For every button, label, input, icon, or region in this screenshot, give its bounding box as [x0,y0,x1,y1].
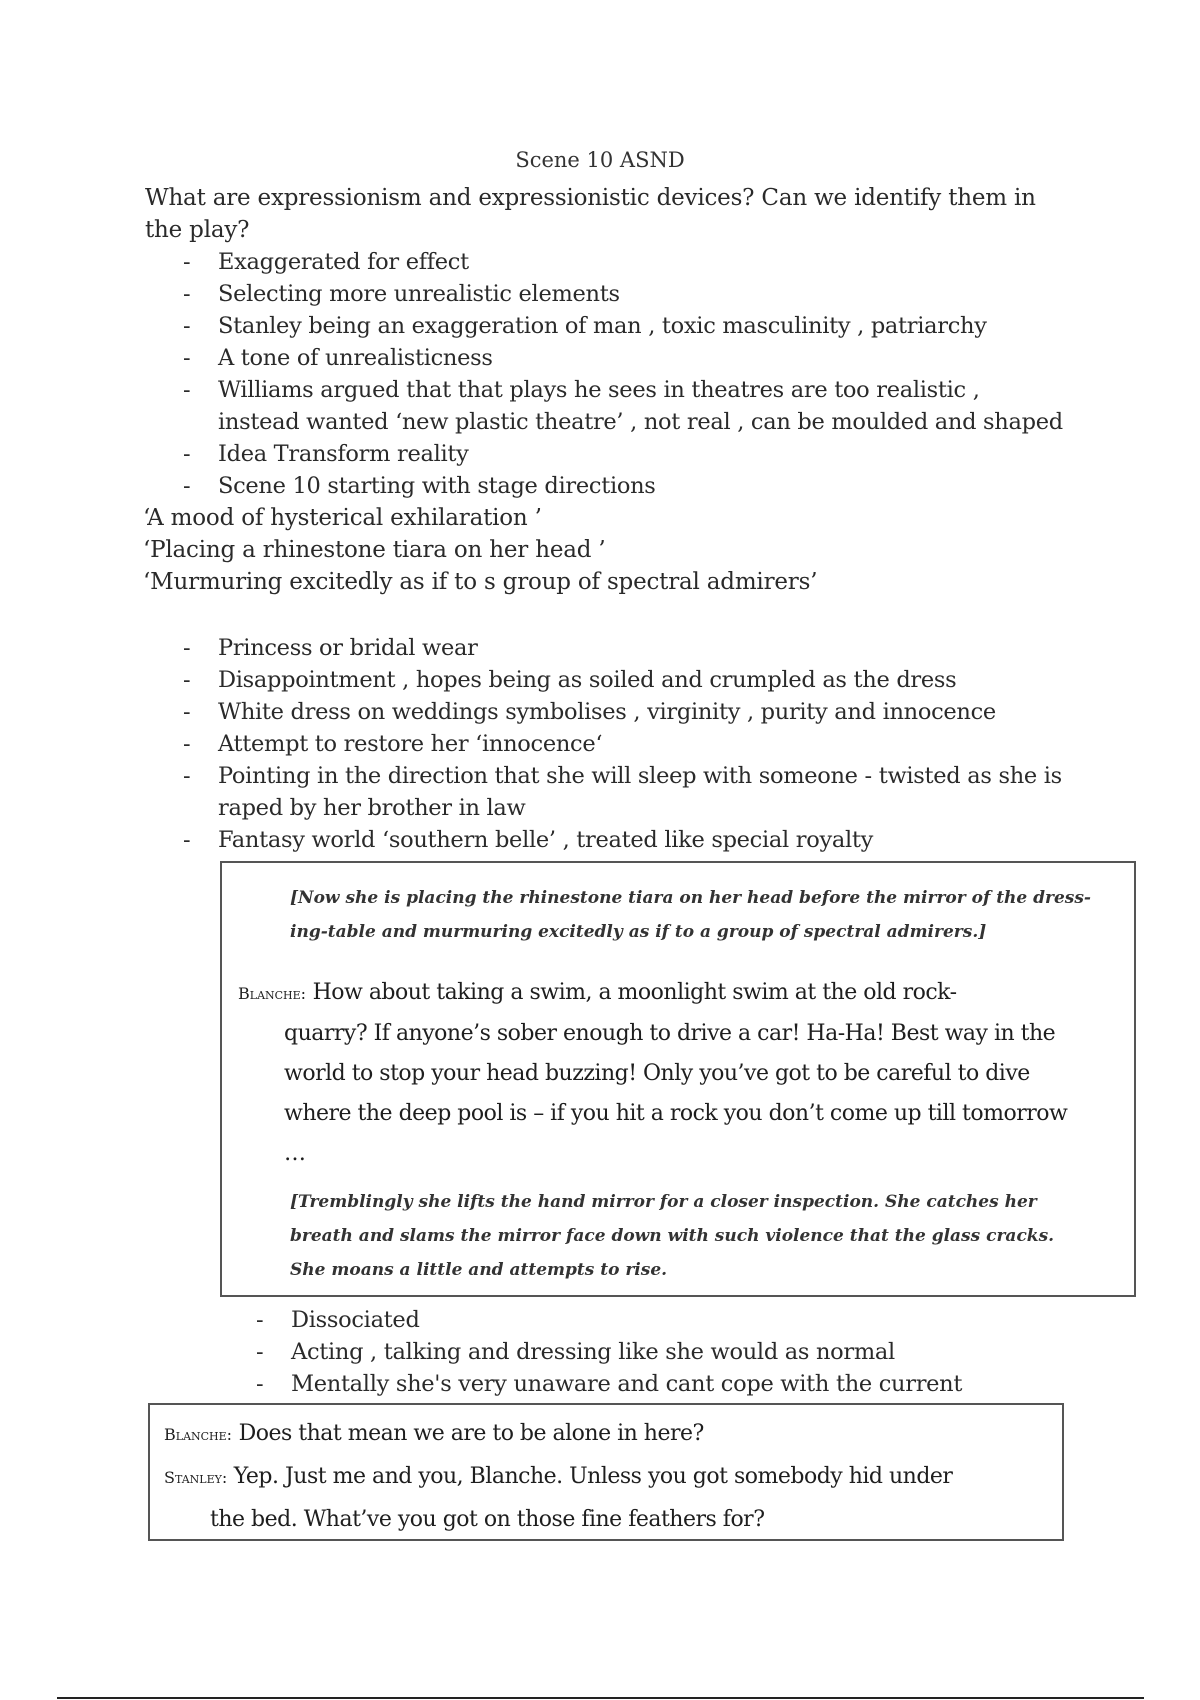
list-item: - Princess or bridal wear [183,632,1063,664]
speech-line: … [284,1141,306,1166]
tiara-analysis-list [183,632,1063,856]
play-excerpt-box-1 [220,861,1136,1297]
dialogue-line: Blanche: Does that mean we are to be alone in here? [164,1421,704,1446]
quote-line: ‘Placing a rhinestone tiara on her head ’ [143,537,606,563]
list-item: - Idea Transform reality [183,438,1063,470]
list-item: - White dress on weddings symbolises , virginity , purity and innocence [183,696,1063,728]
list-item: - Stanley being an exaggeration of man , toxic masculinity , patriarchy [183,310,1063,342]
quotes-block [143,502,1043,598]
play-excerpt-box-2 [148,1403,1064,1541]
list-item: - Attempt to restore her ‘innocence‘ [183,728,1063,760]
list-item: - Acting , talking and dressing like she would as normal [256,1336,1056,1368]
dissociation-notes-list [256,1304,1056,1400]
speech-line: world to stop your head buzzing! Only you’ve got to be careful to dive [284,1061,1030,1086]
list-item: - A tone of unrealisticness [183,342,1063,374]
bottom-rule [57,1697,1144,1699]
quote-line: ‘Murmuring excitedly as if to s group of spectral admirers’ [143,569,818,595]
list-item: - Disappointment , hopes being as soiled and crumpled as the dress [183,664,1063,696]
list-item: - Fantasy world ‘southern belle’ , treated like special royalty [183,824,1063,856]
dialogue [164,1413,1054,1541]
stage-direction-2: [Tremblingly she lifts the hand mirror for a closer inspection. She catches her breath and slams the mirror face down with such violence that the glass cracks. She moans a little and attempts to rise. [290,1192,1055,1280]
list-item: - Williams argued that that plays he sees in theatres are too realistic , instead wanted ‘new plastic theatre’ , not real , can be moulded and shaped [183,374,1063,438]
list-item: - Scene 10 starting with stage directions [183,470,1063,502]
page-title: Scene 10 ASND [515,148,685,172]
quote-line: ‘A mood of hysterical exhilaration ’ [143,505,542,531]
speech-line: Blanche: How about taking a swim, a moonlight swim at the old rock- [238,980,957,1005]
list-item: - Exaggerated for effect [183,246,1063,278]
expressionism-notes-list [183,246,1063,502]
dialogue-line: Stanley: Yep. Just me and you, Blanche. Unless you got somebody hid under [164,1464,953,1489]
question-text: What are expressionism and expressionistic devices? Can we identify them in the play? [145,185,1036,243]
speaker-name: Blanche: [164,1425,233,1444]
list-item: - Mentally she's very unaware and cant cope with the current [256,1368,1056,1400]
list-item: - Dissociated [256,1304,1056,1336]
speaker-name: Stanley: [164,1468,228,1487]
blanche-speech [238,973,1118,1174]
stage-direction-1: [Now she is placing the rhinestone tiara on her head before the mirror of the dress- ing-table and murmuring excitedly as if to a group of spectral admirers.] [290,888,1091,942]
speech-line: where the deep pool is – if you hit a rock you don’t come up till tomorrow [284,1101,1068,1126]
list-item: - Selecting more unrealistic elements [183,278,1063,310]
dialogue-line: the bed. What’ve you got on those fine feathers for? [210,1507,765,1532]
speaker-name: Blanche: [238,984,307,1003]
list-item: - Pointing in the direction that she will sleep with someone - twisted as she is raped by her brother in law [183,760,1063,824]
speech-line: quarry? If anyone’s sober enough to drive a car! Ha-Ha! Best way in the [284,1021,1056,1046]
